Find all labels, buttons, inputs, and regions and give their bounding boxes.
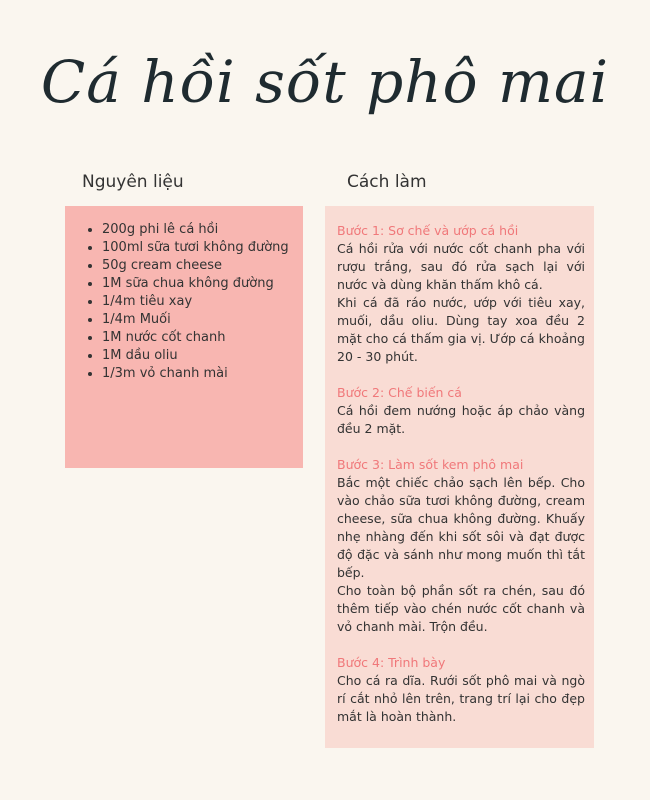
ingredient-item: • 1M dầu oliu bbox=[102, 347, 303, 365]
step-1 bbox=[337, 222, 585, 366]
ingredient-item: • 1/4m tiêu xay bbox=[102, 293, 303, 311]
step-text: Khi cá đã ráo nước, ướp với tiêu xay, muối, dầu oliu. Dùng tay xoa đều 2 mặt cho cá thấm gia vị. Ướp cá khoảng 20 - 30 phút. bbox=[337, 295, 585, 364]
step-3 bbox=[337, 456, 585, 636]
step-title: Bước 4: Trình bày bbox=[337, 655, 446, 670]
step-title: Bước 2: Chế biến cá bbox=[337, 385, 462, 400]
step-text: Cá hồi rửa với nước cốt chanh pha với rượu trắng, sau đó rửa sạch lại với nước và dùng khăn thấm khô cá. bbox=[337, 241, 585, 292]
step-text: Cho toàn bộ phần sốt ra chén, sau đó thêm tiếp vào chén nước cốt chanh và vỏ chanh mài. Trộn đều. bbox=[337, 583, 585, 634]
ingredient-item: • 1M sữa chua không đường bbox=[102, 275, 303, 293]
ingredients-box bbox=[65, 206, 303, 468]
steps-heading: Cách làm bbox=[347, 172, 427, 192]
ingredient-item: • 1/3m vỏ chanh mài bbox=[102, 365, 303, 383]
ingredients-list bbox=[65, 206, 303, 383]
step-text: Cho cá ra dĩa. Rưới sốt phô mai và ngò rí cắt nhỏ lên trên, trang trí lại cho đẹp mắt là hoàn thành. bbox=[337, 673, 585, 724]
ingredient-item: • 50g cream cheese bbox=[102, 257, 303, 275]
step-text: Bắc một chiếc chảo sạch lên bếp. Cho vào chảo sữa tươi không đường, cream cheese, sữa chua không đường. Khuấy nhẹ nhàng đến khi sốt sôi và đạt được độ đặc và sánh như mong muốn thì tắt bếp. bbox=[337, 475, 585, 580]
ingredient-item: • 1/4m Muối bbox=[102, 311, 303, 329]
ingredient-item: • 200g phi lê cá hồi bbox=[102, 221, 303, 239]
step-4 bbox=[337, 654, 585, 726]
step-title: Bước 1: Sơ chế và ướp cá hồi bbox=[337, 223, 519, 238]
step-text: Cá hồi đem nướng hoặc áp chảo vàng đều 2 mặt. bbox=[337, 403, 585, 436]
step-title: Bước 3: Làm sốt kem phô mai bbox=[337, 457, 524, 472]
ingredient-item: • 1M nước cốt chanh bbox=[102, 329, 303, 347]
ingredient-item: • 100ml sữa tươi không đường bbox=[102, 239, 303, 257]
page-title: Cá hồi sốt phô mai bbox=[40, 48, 610, 116]
ingredients-heading: Nguyên liệu bbox=[82, 172, 184, 192]
step-2 bbox=[337, 384, 585, 438]
steps-box bbox=[325, 206, 594, 748]
